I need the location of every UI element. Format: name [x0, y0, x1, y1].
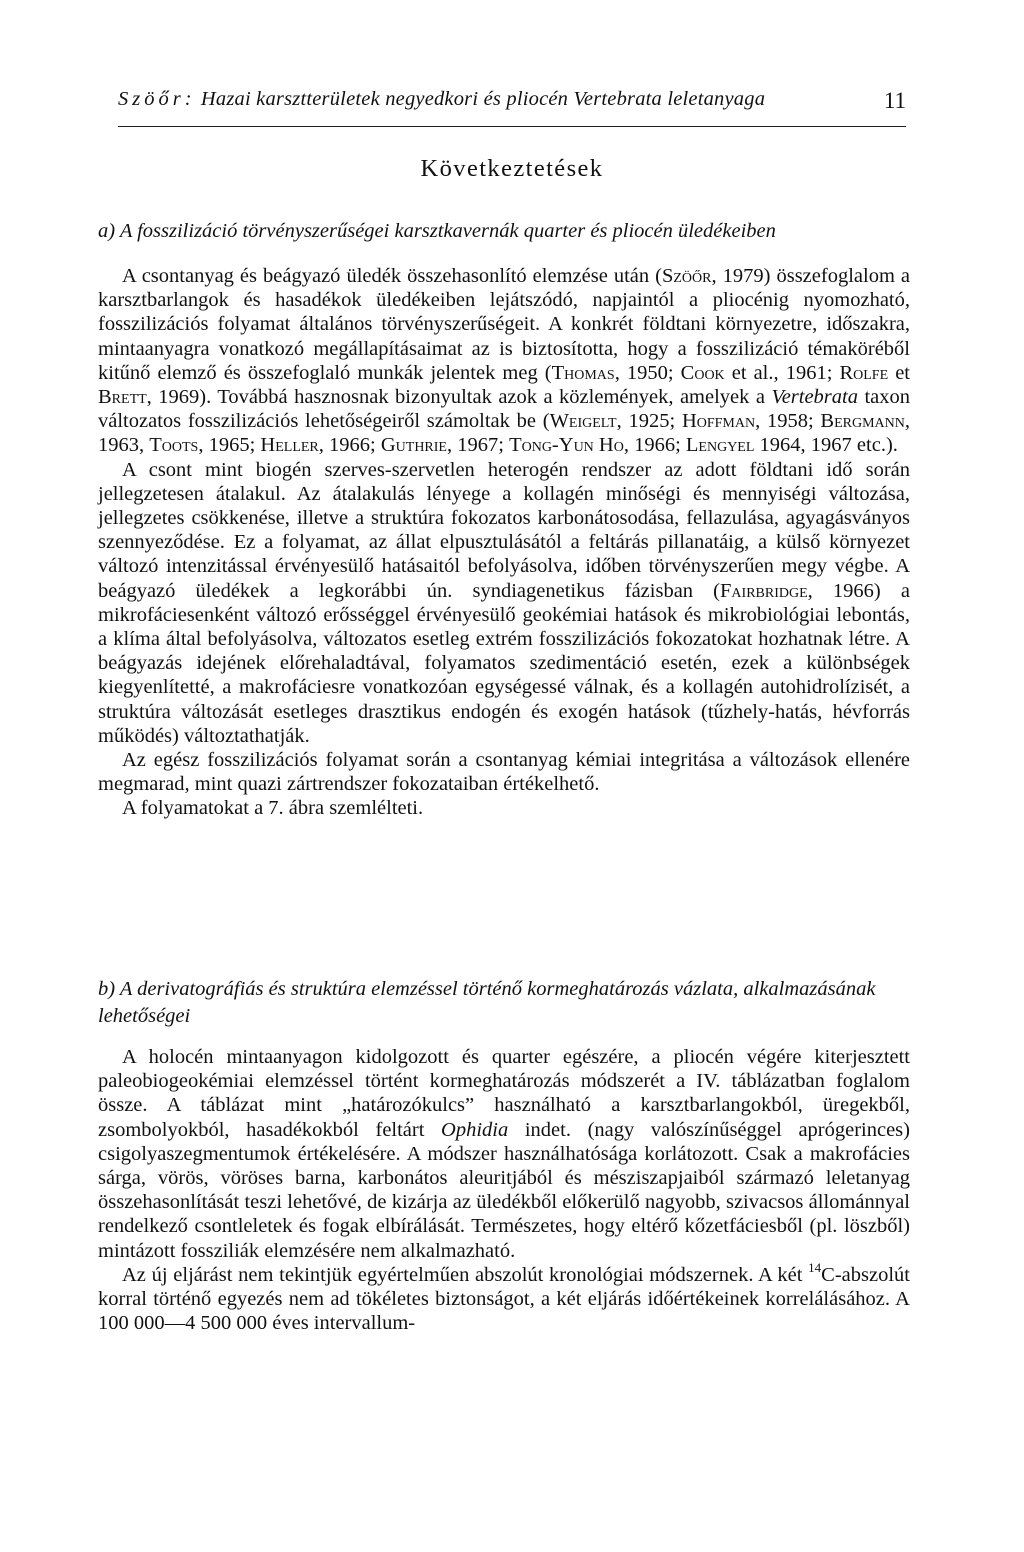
page-number: 11 — [883, 88, 906, 113]
paragraph — [98, 1260, 910, 1336]
text-run: , 1966) a mikrofáciesenként változó erősséggel érvényesülő geokémiai hatások és mikrobiológiai lebontás, a klíma által befolyásolva, változatos esetleg extrém fosszilizációs fokozatokat hozhatnak létre. A beágyazás idejének előrehaladtával, folyamatos szedimentáció esetén, ezek a különbségek kiegyenlítetté, a makrofáciesre vonatkozóan egységessé válnak, és a kollagén autohidrolízisét, a struktúra változását esetleges drasztikus endogén és exogén hatások (tűzhely-hatás, hévforrás működés) változtathatják. — [98, 579, 910, 747]
text-run: , 1925; — [616, 410, 682, 433]
text-run: , 1967; — [447, 434, 510, 457]
paragraph: Az egész fosszilizációs folyamat során a csontanyag kémiai integritása a változások ellenére megmarad, mint quazi zártrendszer fokozataiban értékelhető. — [98, 749, 910, 796]
author-citation: Bergmann — [820, 410, 905, 433]
running-head-author: Szöőr: — [118, 88, 196, 110]
text-run: taxon változatos fosszilizációs lehetőségeiről számoltak be ( — [98, 386, 911, 433]
text-run: , 1966; — [623, 434, 686, 457]
text-run: A holocén mintaanyagon kidolgozott és quarter egészére, a pliocén végére kiterjesztett paleobiogeokémiai elemzéssel történt kormeghatározás módszerét a IV. táblázatban foglalom össze. A táblázat mint „határozókulcs” használható a karsztbarlangokból, üregekből, zsombolyokból, hasadékokból feltárt — [98, 1046, 910, 1141]
running-head-text — [118, 86, 765, 112]
running-head-title: Hazai karsztterületek negyedkori és pliocén Vertebrata leletanyaga — [200, 88, 766, 110]
taxon-name: Ophidia — [441, 1118, 509, 1141]
text-run: , 1963, — [98, 410, 910, 457]
paragraph — [98, 1045, 910, 1263]
text-run: A csontanyag és beágyazó üledék összehasonlító elemzése után ( — [122, 265, 662, 287]
author-citation: Tong-Yun Ho — [509, 434, 624, 457]
author-citation: Hoffman — [681, 410, 756, 433]
taxon-name: Vertebrata — [771, 386, 858, 409]
text-run: , 1979) összefoglalom a karsztbarlangok és hasadékok üledékeiben lejátszódó, napjaintól a pliocénig nyomozható, fosszilizációs folyamat általános törvényszerűségeit. A konkrét földtani környezetre, időszakra, mintaanyagra vonatkozó megállapításaimat az is biztosította, hogy a fosszilizáció témaköréből kitűnő elemző és összefoglaló munkák jelentek meg ( — [98, 265, 911, 384]
text-run: Az új eljárást nem tekintjük egyértelműen abszolút kronológiai módszernek. A két — [122, 1263, 809, 1286]
author-citation: Lengyel — [685, 434, 755, 457]
text-run: C-abszolút korral történő egyezés nem ad tökéletes biztonságot, a két eljárás időértékeinek korrelálásához. A 100 000—4 500 000 éves intervallum- — [98, 1263, 910, 1335]
text-run: 1964, 1967 etc.). — [754, 434, 898, 457]
text-run: et al., 1961; — [724, 361, 840, 384]
text-run: , 1950; — [614, 361, 681, 384]
section-heading: Következtetések — [420, 155, 604, 182]
subsection-a-title: a) A fosszilizáció törvényszerűségei karsztkavernák quarter és pliocén üledékeiben — [98, 220, 776, 242]
paragraph — [98, 458, 910, 748]
text-run: A csont mint biogén szerves-szervetlen heterogén rendszer az adott földtani idő során jellegzetesen átalakul. Az átalakulás lényege a kollagén minőségi és mennyiségi változása, jellegzetes csökkenése, illetve a struktúra fokozatos karbonátosodása, fellazulása, agyagásványos szennyeződése. Ez a folyamat, az állat elpusztulásától a feltárás pillanatáig, a külső környezet változó intenzitással érvényesülő hatásaitól befolyásolva, időben törvényszerűen megy végbe. A beágyazó üledékek a legkorábbi ún. syndiagenetikus fázisban ( — [98, 458, 910, 602]
paragraph: A folyamatokat a 7. ábra szemlélteti. — [122, 797, 424, 820]
text-run: indet. (nagy valószínűséggel aprógerinces) csigolyaszegmentumok értékelésére. A módszer használhatósága korlátozott. Csak a makrofácies sárga, vörös, vöröses barna, karbonátos aleuritjából és mésziszapjaiból származó leletanyag összehasonlítását teszi lehetővé, de kizárja az üledékből előkerülő nagyobb, szivacsos állománnyal rendelkező csontleletek és fogak elbírálását. Természetes, hogy eltérő kőzetfáciesből (pl. löszből) mintázott fossziliák elemzésére nem alkalmazható. — [98, 1118, 910, 1262]
author-citation: Thomas — [551, 361, 615, 384]
superscript: 14 — [808, 1260, 822, 1275]
text-run: et — [888, 361, 910, 384]
paragraph — [98, 264, 910, 458]
subsection-b-body — [98, 1045, 910, 1335]
text-run: , 1966; — [318, 434, 381, 457]
author-citation: Toots — [149, 434, 199, 457]
author-citation: Weigelt — [549, 410, 617, 433]
running-head — [118, 86, 906, 127]
text-run: , 1965; — [198, 434, 261, 457]
author-citation: Brett — [98, 386, 147, 409]
author-citation: Guthrie — [380, 434, 447, 457]
text-run: , 1969). Továbbá hasznosnak bizonyultak azok a közlemények, amelyek a — [146, 386, 772, 409]
text-run: , 1958; — [755, 410, 821, 433]
author-citation: Cook — [680, 361, 725, 384]
subsection-a-body — [98, 264, 910, 821]
author-citation: Heller — [260, 434, 319, 457]
author-citation: Rolfe — [839, 361, 889, 384]
author-citation: Fairbridge — [720, 579, 808, 602]
subsection-b-title: b) A derivatográfiás és struktúra elemzéssel történő kormeghatározás vázlata, alkalmazásának lehetőségei — [98, 978, 876, 1027]
author-citation: Szöőr — [661, 265, 712, 287]
